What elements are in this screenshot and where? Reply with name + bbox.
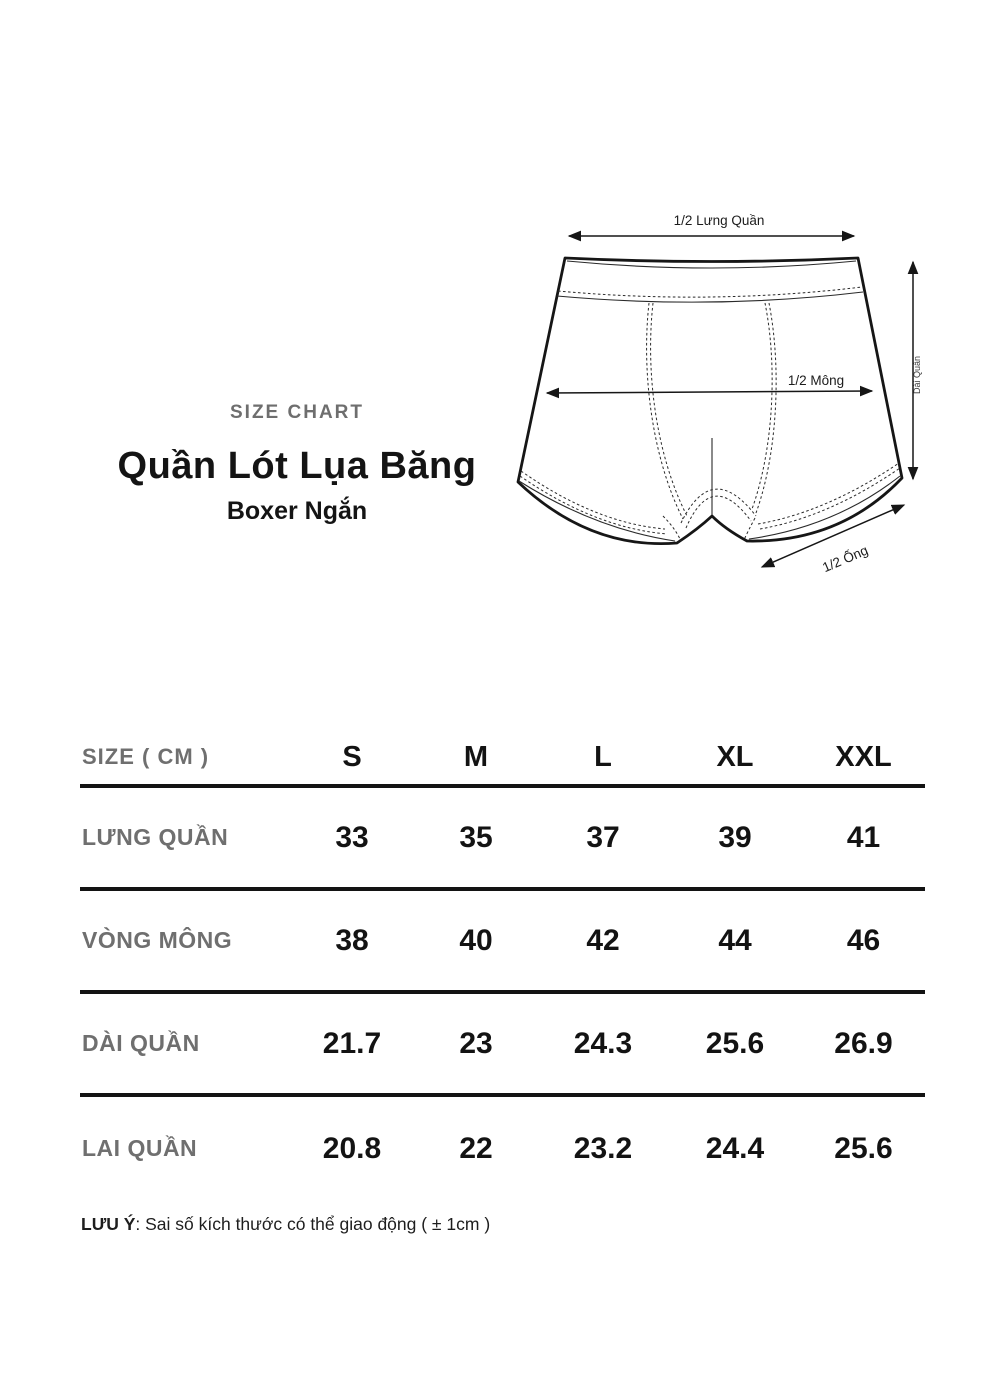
column-header-l: L — [594, 740, 612, 773]
row-label: LAI QUẦN — [82, 1134, 198, 1161]
size-table — [80, 730, 925, 1200]
product-title: Quần Lót Lụa Băng — [117, 445, 477, 487]
leg-measure-label: 1/2 Ống — [820, 542, 871, 576]
table-cell: 44 — [718, 923, 752, 957]
table-cell: 37 — [586, 820, 620, 854]
table-cell: 25.6 — [834, 1131, 893, 1165]
column-header-s: S — [342, 740, 362, 773]
table-header-row — [80, 730, 925, 788]
table-cell: 24.4 — [705, 1131, 765, 1165]
eyebrow-size-chart: SIZE CHART — [230, 402, 364, 423]
row-label: VÒNG MÔNG — [82, 926, 233, 953]
length-measure-label: Dài Quần — [912, 355, 922, 395]
table-row-dai-quan — [80, 994, 925, 1097]
table-cell: 20.8 — [322, 1131, 382, 1165]
table-cell: 35 — [459, 820, 493, 854]
title-block — [97, 402, 497, 526]
table-cell: 40 — [459, 923, 493, 957]
table-cell: 26.9 — [834, 1026, 893, 1060]
table-cell: 22 — [459, 1131, 493, 1165]
waist-measure-label: 1/2 Lưng Quần — [673, 213, 765, 228]
product-subtitle: Boxer Ngắn — [226, 496, 368, 525]
table-row-lung-quan — [80, 788, 925, 891]
column-header-xl: XL — [716, 740, 754, 773]
table-cell: 41 — [846, 820, 881, 854]
table-cell: 25.6 — [705, 1026, 765, 1060]
note-label: LƯU Ý — [81, 1214, 136, 1234]
column-header-m: M — [463, 740, 489, 773]
table-cell: 24.3 — [573, 1026, 633, 1060]
table-cell: 39 — [718, 820, 752, 854]
note-text: : Sai số kích thước có thể giao động ( ± 1cm ) — [135, 1214, 491, 1234]
row-label: LƯNG QUẦN — [82, 823, 229, 850]
table-cell: 46 — [846, 923, 881, 957]
table-cell: 23 — [459, 1026, 493, 1060]
row-label: DÀI QUẦN — [82, 1029, 200, 1056]
boxer-measurement-diagram — [505, 195, 945, 595]
table-row-vong-mong — [80, 891, 925, 994]
table-cell: 42 — [586, 923, 620, 957]
boxer-diagram-svg — [505, 195, 945, 595]
boxer-outline — [518, 258, 902, 544]
tolerance-note — [81, 1214, 490, 1235]
table-cell: 23.2 — [573, 1131, 633, 1165]
table-row-lai-quan — [80, 1097, 925, 1200]
table-header-size-label: SIZE ( CM ) — [82, 743, 210, 769]
hip-measure-label: 1/2 Mông — [787, 373, 845, 388]
table-cell: 38 — [335, 923, 369, 957]
column-header-xxl: XXL — [835, 740, 892, 773]
table-cell: 21.7 — [322, 1026, 382, 1060]
table-cell: 33 — [335, 820, 369, 854]
